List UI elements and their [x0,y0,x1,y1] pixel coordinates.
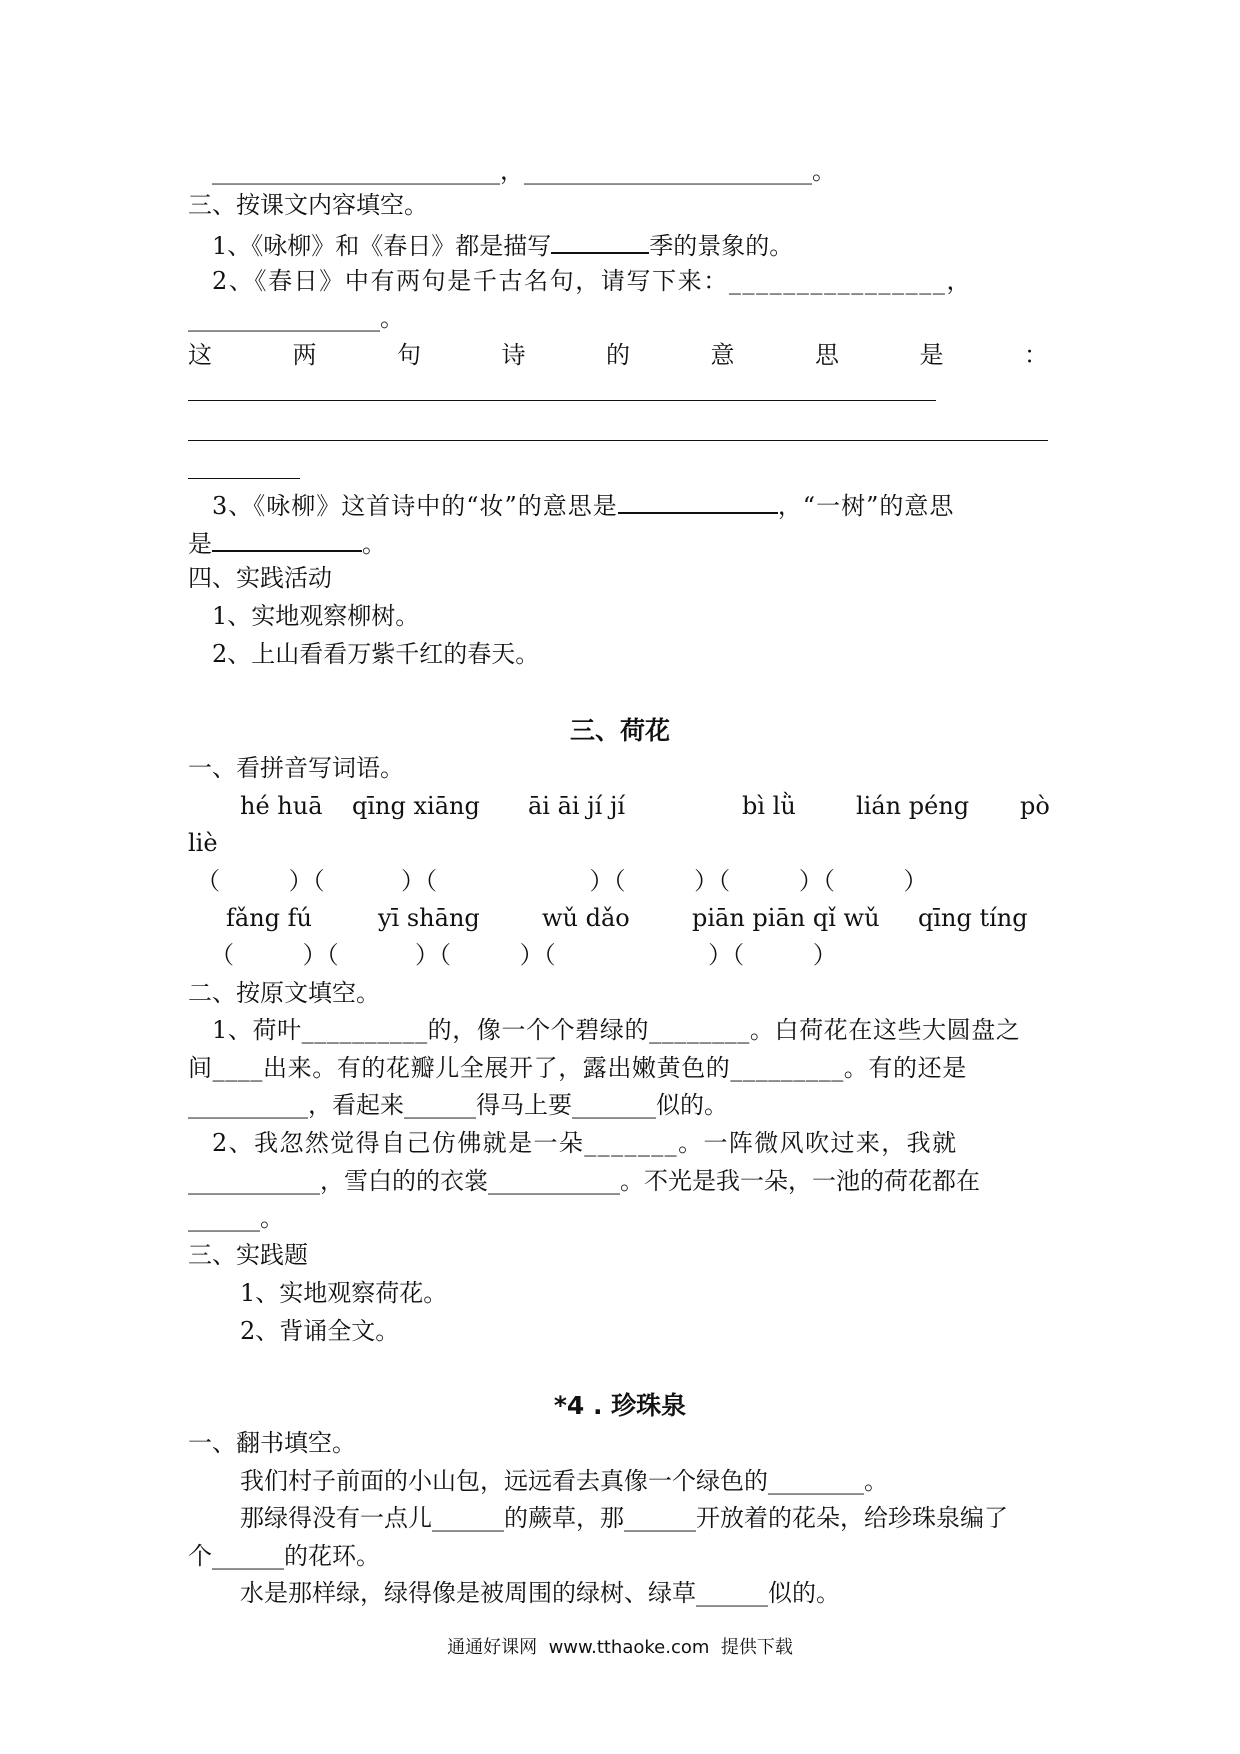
pinyin-item: hé huā [240,792,323,820]
answer-blank[interactable] [551,228,649,254]
pinyin-item: qīng tíng [918,904,1028,932]
question-2: 2、《春日》中有两句是千古名句，请写下来：________________， [212,267,973,295]
question-3-c: 是 [188,530,212,558]
practice-item: 1、实地观察柳树。 [212,602,420,630]
pinyin-item: yī shāng [378,904,480,932]
meaning-char: 句 [397,341,421,369]
question-2-cont: ________________。 [188,304,404,332]
pinyin-item: bì lǜ [742,792,796,820]
answer-parens[interactable]: （ ）（ ）（ ）（ ）（ ） [210,941,837,969]
blank-line-pair: ________________________，________________________。 [212,157,836,185]
pinyin-item: pò [1020,792,1050,820]
fill-text: __________，看起来______得马上要_______似的。 [188,1091,728,1119]
meaning-char: 思 [815,341,839,369]
answer-parens[interactable]: （ ）（ ）（ ）（ ）（ ）（ ） [196,867,928,895]
pinyin-item: wǔ dǎo [542,904,630,932]
meaning-char: 这 [188,341,212,369]
question-3-cont [188,526,386,559]
question-3-text: 3、《咏柳》这首诗中的“妆”的意思是 [212,492,618,520]
pinyin-item: fǎng fú [226,904,312,932]
question-3 [212,488,954,521]
meaning-prompt [188,340,1048,370]
answer-line[interactable] [188,440,1048,441]
fill-text: 间____出来。有的花瓣儿全展开了，露出嫩黄色的_________。有的还是 [188,1054,967,1082]
section-heading: 二、按原文填空。 [188,979,380,1007]
section-heading: 一、看拼音写词语。 [188,754,404,782]
meaning-char: 两 [292,341,317,369]
answer-line[interactable] [188,478,300,479]
answer-blank[interactable] [618,488,778,514]
pinyin-item: āi āi jí jí [528,792,626,820]
pinyin-item: qīng xiāng [352,792,480,820]
fill-text: 2、我忽然觉得自己仿佛就是一朵_______。一阵微风吹过来，我就 [212,1129,958,1157]
footer-credit: 通通好课网 www.tthaoke.com 提供下载 [447,1637,793,1658]
meaning-char: 是 [919,341,944,369]
practice-item: 2、上山看看万紫千红的春天。 [212,640,540,668]
question-1-tail: 季的景象的。 [649,232,794,260]
question-1 [212,228,793,261]
pinyin-item: piān piān qǐ wǔ [692,904,880,932]
fill-text: 1、荷叶__________的，像一个个碧绿的________。白荷花在这些大圆盘之 [212,1016,1021,1044]
fill-text: 我们村子前面的小山包，远远看去真像一个绿色的________。 [240,1467,888,1495]
fill-text: 水是那样绿，绿得像是被周围的绿树、绿草______似的。 [240,1579,840,1607]
answer-line[interactable] [188,400,936,401]
fill-text: 那绿得没有一点儿______的蕨草，那______开放着的花朵，给珍珠泉编了 [240,1504,1008,1532]
lesson-title: *4 . 珍珠泉 [553,1391,687,1420]
question-1-text: 1、《咏柳》和《春日》都是描写 [212,232,552,260]
practice-item: 2、背诵全文。 [240,1317,400,1345]
question-3-mid: ，“一树”的意思 [777,492,955,520]
practice-item: 1、实地观察荷花。 [240,1279,448,1307]
meaning-char: 诗 [501,341,526,369]
question-3-end: 。 [362,530,386,558]
fill-text: 个______的花环。 [188,1542,380,1570]
answer-blank[interactable] [212,526,362,552]
pinyin-item: liè [188,829,218,857]
fill-text: ___________，雪白的的衣裳___________。不光是我一朵，一池的荷花都在 [188,1167,980,1195]
lesson-title: 三、荷花 [569,716,670,745]
meaning-char: 的 [606,341,630,369]
section-heading: 三、实践题 [188,1241,308,1269]
section-heading: 三、按课文内容填空。 [188,191,428,219]
section-heading: 四、实践活动 [188,564,332,592]
pinyin-item: lián péng [856,792,970,820]
meaning-char: ： [1024,341,1048,369]
meaning-char: 意 [710,341,735,369]
fill-text: ______。 [188,1204,284,1232]
section-heading: 一、翻书填空。 [188,1429,356,1457]
